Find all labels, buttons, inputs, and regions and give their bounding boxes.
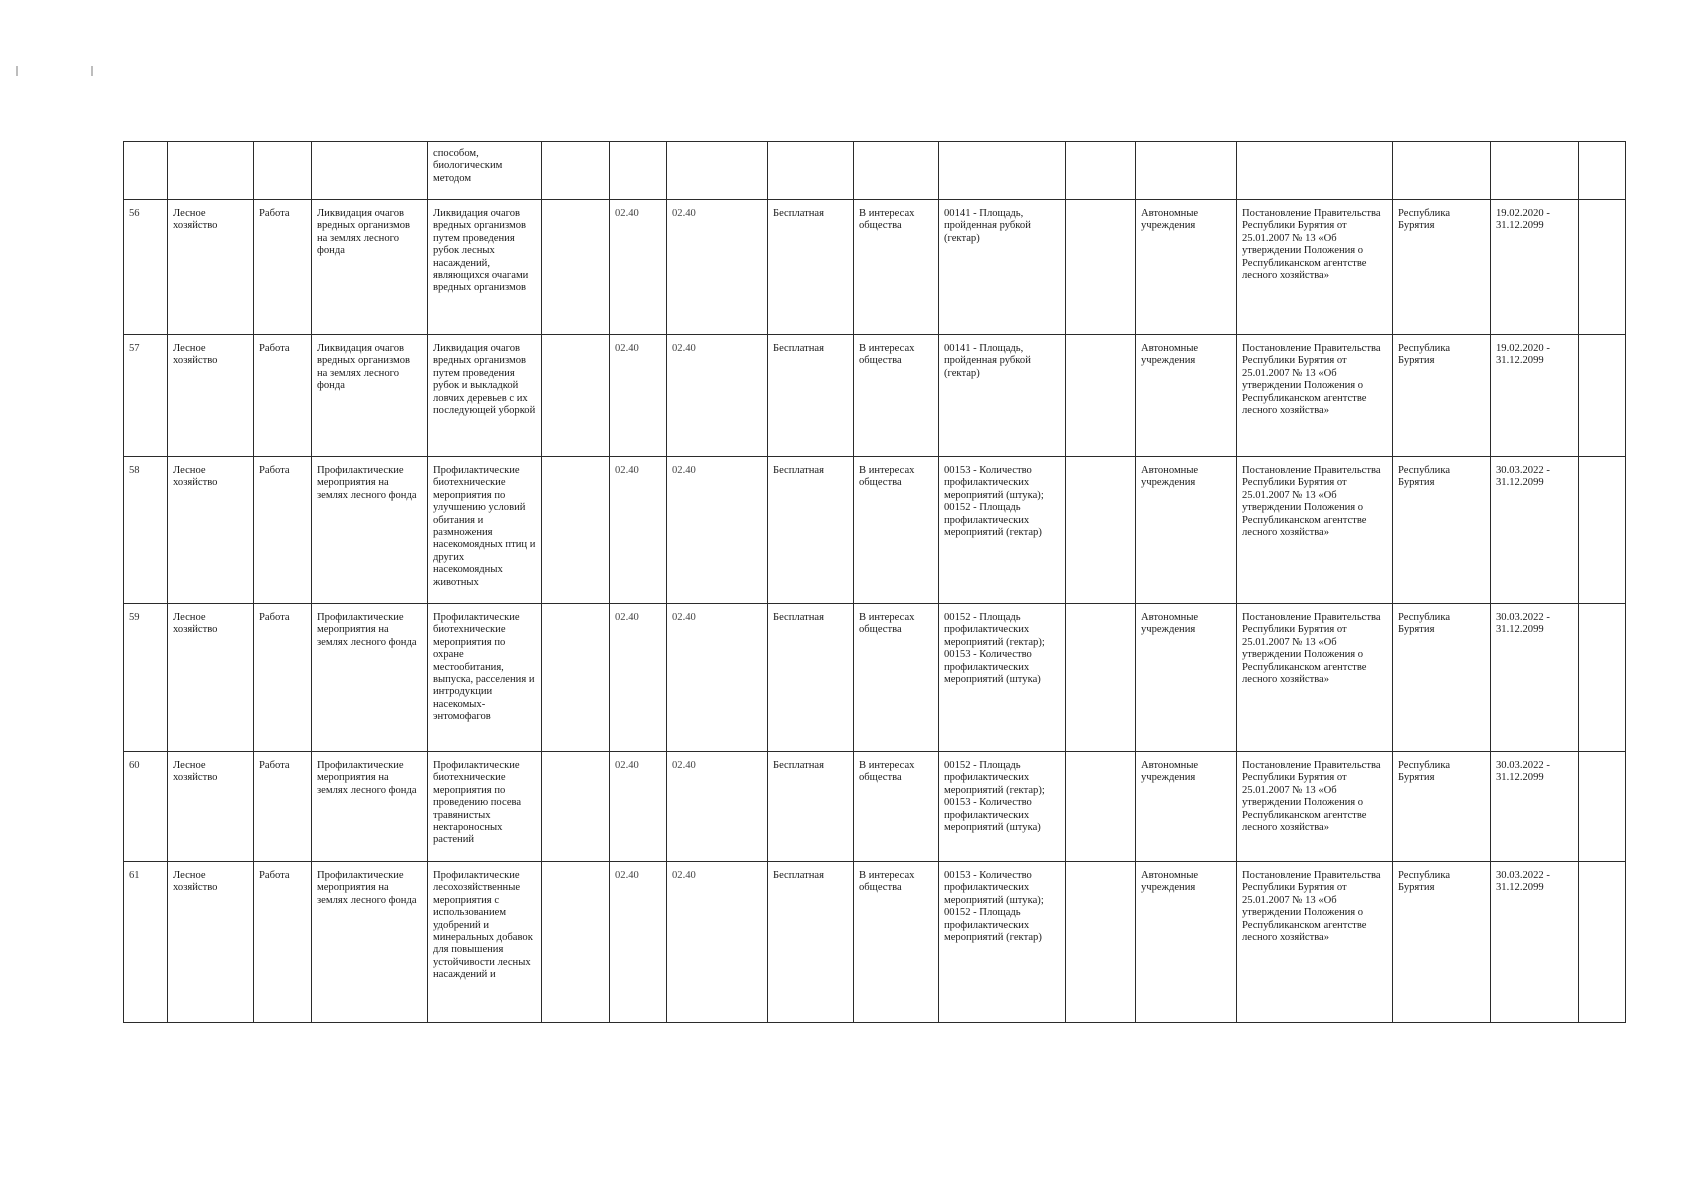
cell-kind: Работа [254,604,312,752]
cell-institution-type: Автономные учреждения [1136,862,1237,1023]
cell-kind: Работа [254,457,312,604]
cell-sphere: Лесное хозяйство [168,457,254,604]
cell-code-1: 02.40 [610,200,667,335]
cell-indicator: 00152 - Площадь профилактических мероприятий (гектар); 00153 - Количество профилактических мероприятий (штука) [939,604,1066,752]
cell-payment: Бесплатная [768,604,854,752]
cell-interest: В интересах общества [854,200,939,335]
cell-period: 30.03.2022 - 31.12.2099 [1491,604,1579,752]
cell-kind: Работа [254,200,312,335]
cell-indicator: 00153 - Количество профилактических мероприятий (штука); 00152 - Площадь профилактических мероприятий (гектар) [939,457,1066,604]
cell-kind [254,142,312,200]
table-row [124,604,1626,752]
cell-empty [542,862,610,1023]
cell-number: 56 [124,200,168,335]
cell-indicator: 00141 - Площадь, пройденная рубкой (гектар) [939,200,1066,335]
cell-code-2: 02.40 [667,335,768,457]
cell-indicator: 00141 - Площадь, пройденная рубкой (гектар) [939,335,1066,457]
cell-empty [1579,862,1626,1023]
cell-legal-basis: Постановление Правительства Республики Бурятия от 25.01.2007 № 13 «Об утверждении Положения о Республиканском агентстве лесного хозяйства» [1237,335,1393,457]
cell-code-2: 02.40 [667,752,768,862]
cell-content: Ликвидация очагов вредных организмов путем проведения рубок и выкладкой ловчих деревьев с их последующей уборкой [428,335,542,457]
cell-region: Республика Бурятия [1393,604,1491,752]
cell-region: Республика Бурятия [1393,752,1491,862]
cell-legal-basis: Постановление Правительства Республики Бурятия от 25.01.2007 № 13 «Об утверждении Положения о Республиканском агентстве лесного хозяйства» [1237,457,1393,604]
services-registry-table [123,141,1626,1023]
cell-kind: Работа [254,335,312,457]
cell-empty [1579,200,1626,335]
cell-region [1393,142,1491,200]
cell-content: способом, биологическим методом [428,142,542,200]
cell-legal-basis: Постановление Правительства Республики Бурятия от 25.01.2007 № 13 «Об утверждении Положения о Республиканском агентстве лесного хозяйства» [1237,752,1393,862]
cell-empty [1066,142,1136,200]
table-row [124,457,1626,604]
cell-code-1: 02.40 [610,335,667,457]
cell-number [124,142,168,200]
cell-period: 30.03.2022 - 31.12.2099 [1491,862,1579,1023]
cell-interest: В интересах общества [854,335,939,457]
cell-name: Профилактические мероприятия на землях лесного фонда [312,604,428,752]
table-body [124,142,1626,1023]
cell-number: 61 [124,862,168,1023]
cell-interest [854,142,939,200]
cell-empty [1066,200,1136,335]
cell-code-2: 02.40 [667,457,768,604]
cell-empty [542,200,610,335]
cell-content: Профилактические биотехнические мероприятия по охране местообитания, выпуска, расселения и интродукции насекомых-энтомофагов [428,604,542,752]
table-row [124,862,1626,1023]
table-row [124,335,1626,457]
cell-name: Профилактические мероприятия на землях лесного фонда [312,457,428,604]
cell-institution-type: Автономные учреждения [1136,457,1237,604]
scan-artifact [91,66,93,76]
cell-payment: Бесплатная [768,457,854,604]
cell-kind: Работа [254,862,312,1023]
cell-period [1491,142,1579,200]
cell-empty [542,335,610,457]
cell-legal-basis: Постановление Правительства Республики Бурятия от 25.01.2007 № 13 «Об утверждении Положения о Республиканском агентстве лесного хозяйства» [1237,862,1393,1023]
cell-indicator: 00152 - Площадь профилактических мероприятий (гектар); 00153 - Количество профилактических мероприятий (штука) [939,752,1066,862]
cell-institution-type: Автономные учреждения [1136,604,1237,752]
cell-content: Ликвидация очагов вредных организмов путем проведения рубок лесных насаждений, являющихся очагами вредных организмов [428,200,542,335]
cell-empty [1579,604,1626,752]
cell-empty [1066,335,1136,457]
cell-code-1: 02.40 [610,604,667,752]
cell-name [312,142,428,200]
cell-code-1 [610,142,667,200]
cell-sphere: Лесное хозяйство [168,752,254,862]
cell-legal-basis [1237,142,1393,200]
cell-interest: В интересах общества [854,604,939,752]
cell-code-2 [667,142,768,200]
cell-payment: Бесплатная [768,335,854,457]
cell-code-2: 02.40 [667,200,768,335]
cell-name: Ликвидация очагов вредных организмов на землях лесного фонда [312,200,428,335]
cell-code-2: 02.40 [667,862,768,1023]
cell-legal-basis: Постановление Правительства Республики Бурятия от 25.01.2007 № 13 «Об утверждении Положения о Республиканском агентстве лесного хозяйства» [1237,200,1393,335]
cell-name: Ликвидация очагов вредных организмов на землях лесного фонда [312,335,428,457]
cell-payment [768,142,854,200]
cell-institution-type: Автономные учреждения [1136,752,1237,862]
cell-name: Профилактические мероприятия на землях лесного фонда [312,752,428,862]
cell-sphere: Лесное хозяйство [168,862,254,1023]
cell-empty [542,604,610,752]
cell-region: Республика Бурятия [1393,862,1491,1023]
cell-empty [542,142,610,200]
cell-kind: Работа [254,752,312,862]
cell-sphere: Лесное хозяйство [168,604,254,752]
cell-region: Республика Бурятия [1393,200,1491,335]
cell-empty [1579,335,1626,457]
cell-number: 60 [124,752,168,862]
cell-empty [1066,752,1136,862]
cell-indicator: 00153 - Количество профилактических мероприятий (штука); 00152 - Площадь профилактических мероприятий (гектар) [939,862,1066,1023]
cell-empty [1066,604,1136,752]
cell-number: 57 [124,335,168,457]
scan-artifact [16,66,18,76]
cell-sphere: Лесное хозяйство [168,335,254,457]
cell-empty [1579,457,1626,604]
cell-empty [1579,142,1626,200]
cell-interest: В интересах общества [854,457,939,604]
cell-institution-type [1136,142,1237,200]
cell-indicator [939,142,1066,200]
cell-region: Республика Бурятия [1393,457,1491,604]
cell-content: Профилактические биотехнические мероприятия по проведению посева травянистых нектароносных растений [428,752,542,862]
cell-content: Профилактические лесохозяйственные мероприятия с использованием удобрений и минеральных добавок для повышения устойчивости лесных насаждений и [428,862,542,1023]
cell-empty [542,457,610,604]
cell-period: 30.03.2022 - 31.12.2099 [1491,752,1579,862]
cell-period: 19.02.2020 - 31.12.2099 [1491,200,1579,335]
cell-number: 59 [124,604,168,752]
cell-empty [1066,457,1136,604]
cell-payment: Бесплатная [768,752,854,862]
cell-empty [1579,752,1626,862]
cell-sphere: Лесное хозяйство [168,200,254,335]
cell-payment: Бесплатная [768,200,854,335]
cell-empty [542,752,610,862]
cell-region: Республика Бурятия [1393,335,1491,457]
cell-interest: В интересах общества [854,752,939,862]
table-row [124,200,1626,335]
cell-interest: В интересах общества [854,862,939,1023]
cell-code-2: 02.40 [667,604,768,752]
cell-legal-basis: Постановление Правительства Республики Бурятия от 25.01.2007 № 13 «Об утверждении Положения о Республиканском агентстве лесного хозяйства» [1237,604,1393,752]
cell-empty [1066,862,1136,1023]
cell-period: 19.02.2020 - 31.12.2099 [1491,335,1579,457]
cell-code-1: 02.40 [610,457,667,604]
cell-institution-type: Автономные учреждения [1136,335,1237,457]
cell-period: 30.03.2022 - 31.12.2099 [1491,457,1579,604]
cell-code-1: 02.40 [610,862,667,1023]
table-row [124,752,1626,862]
cell-number: 58 [124,457,168,604]
table-row-continuation [124,142,1626,200]
cell-code-1: 02.40 [610,752,667,862]
cell-content: Профилактические биотехнические мероприятия по улучшению условий обитания и размножения насекомоядных птиц и других насекомоядных животных [428,457,542,604]
cell-payment: Бесплатная [768,862,854,1023]
cell-institution-type: Автономные учреждения [1136,200,1237,335]
cell-name: Профилактические мероприятия на землях лесного фонда [312,862,428,1023]
cell-sphere [168,142,254,200]
